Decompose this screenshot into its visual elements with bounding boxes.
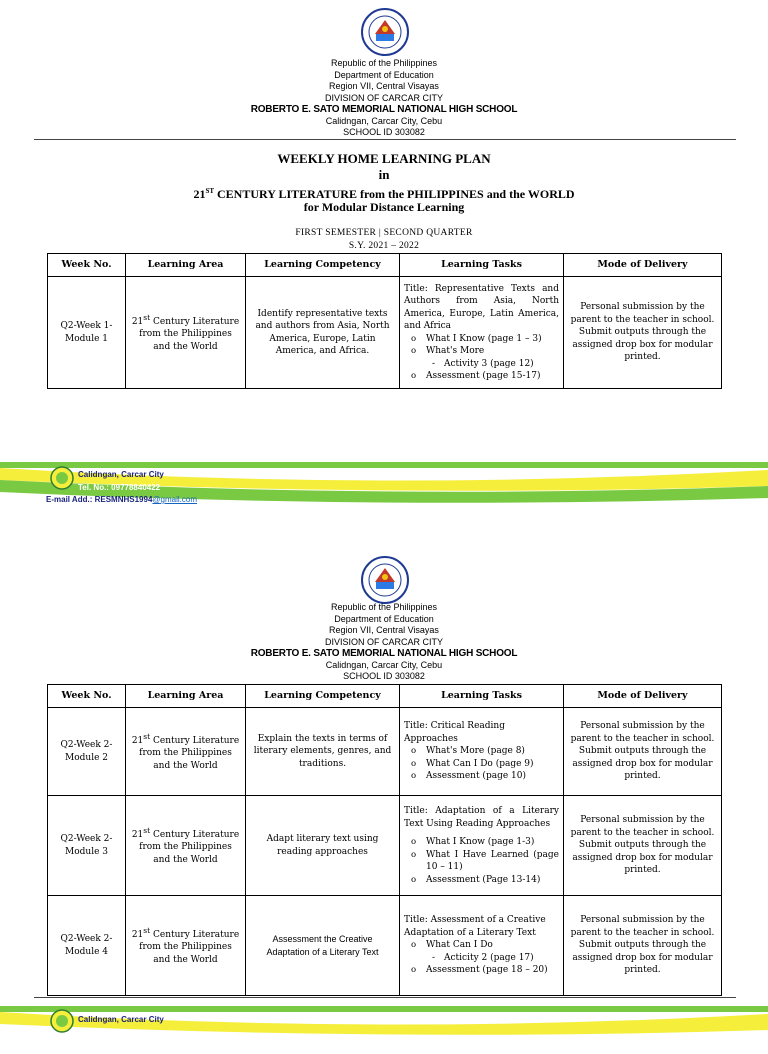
week-cell: Q2-Week 2- Module 3 — [48, 796, 126, 896]
plan-title-in: in — [378, 167, 390, 182]
division-text: DIVISION OF CARCAR CITY — [324, 92, 443, 103]
area-rest: Century Literature from the Philippines and the World — [139, 929, 240, 965]
list-subitem: - Activity 3 (page 12) — [404, 358, 559, 371]
area-sup: st — [143, 731, 151, 741]
school-id: SCHOOL ID 303082 — [343, 671, 425, 681]
footer-address: Calidngan, Carcar City — [78, 470, 164, 479]
header-tasks: Learning Tasks — [400, 685, 564, 708]
footer-divider — [34, 997, 736, 998]
area-num: 21 — [131, 829, 144, 840]
area-rest: Century Literature from the Philippines and the World — [139, 735, 240, 771]
learning-plan-table-1 — [47, 253, 722, 389]
list-item: o What I Know (page 1 – 3) — [404, 333, 559, 346]
competency-cell: Assessment the Creative Adaptation of a Literary Text — [246, 896, 400, 996]
footer-tel: Tel. No.: 09778840422 — [78, 483, 161, 492]
table-row — [48, 277, 722, 389]
republic-text: Republic of the Philippines — [330, 602, 438, 612]
footer-banner — [0, 1006, 768, 1054]
delivery-cell: Personal submission by the parent to the teacher in school. Submit outputs through the assigned drop box for modular printed. — [564, 796, 722, 896]
table-header-row — [48, 685, 722, 708]
area-num: 21 — [131, 735, 144, 746]
list-item: o What I Have Learned (page 10 – 11) — [404, 849, 559, 874]
subject-num: 21 — [193, 187, 206, 201]
task-list — [404, 333, 559, 383]
list-item: o What Can I Do — [404, 939, 559, 952]
school-year-text: S.Y. 2021 – 2022 — [348, 241, 420, 251]
letterhead-2 — [0, 602, 768, 683]
area-cell — [126, 796, 246, 896]
page-footer-2 — [0, 1006, 768, 1054]
header-competency: Learning Competency — [246, 685, 400, 708]
school-address: Calidngan, Carcar City, Cebu — [325, 659, 443, 670]
page-footer-1 — [0, 462, 768, 510]
footer-email — [46, 495, 197, 504]
header-week: Week No. — [48, 254, 126, 277]
school-name: ROBERTO E. SATO MEMORIAL NATIONAL HIGH SCHOOL — [250, 104, 518, 115]
deped-seal-2 — [361, 556, 409, 604]
header-divider — [34, 139, 736, 140]
list-item: o What's More (page 8) — [404, 745, 559, 758]
header-area: Learning Area — [126, 254, 246, 277]
list-item: o What I Know (page 1-3) — [404, 836, 559, 849]
competency-cell: Identify representative texts and authors from Asia, North America, Europe, Latin America, and Africa. — [246, 277, 400, 389]
table-row — [48, 708, 722, 796]
area-sup: st — [143, 925, 151, 935]
school-id: SCHOOL ID 303082 — [343, 127, 425, 137]
week-cell: Q2-Week 2- Module 2 — [48, 708, 126, 796]
competency-cell: Adapt literary text using reading approaches — [246, 796, 400, 896]
delivery-cell: Personal submission by the parent to the teacher in school. Submit outputs through the assigned drop box for modular printed. — [564, 708, 722, 796]
table-row — [48, 896, 722, 996]
task-list — [404, 939, 559, 977]
area-sup: st — [143, 312, 151, 322]
region-text: Region VII, Central Visayas — [329, 81, 439, 91]
department-text: Department of Education — [334, 613, 434, 624]
area-rest: Century Literature from the Philippines and the World — [139, 316, 240, 352]
table-row — [48, 796, 722, 896]
footer-address: Calidngan, Carcar City — [78, 1015, 164, 1024]
area-cell — [126, 896, 246, 996]
week-cell: Q2-Week 1- Module 1 — [48, 277, 126, 389]
list-item: o Assessment (page 15-17) — [404, 370, 559, 383]
email-label: E-mail Add.: RESMNHS1994 — [46, 495, 153, 504]
list-item: o Assessment (page 10) — [404, 770, 559, 783]
school-name: ROBERTO E. SATO MEMORIAL NATIONAL HIGH SCHOOL — [250, 648, 518, 659]
task-list — [404, 745, 559, 783]
task-title: Title: Representative Texts and Authors from Asia, North America, Europe, Latin America, and Africa — [404, 283, 559, 331]
delivery-title: for Modular Distance Learning — [303, 200, 465, 214]
semester-text: FIRST SEMESTER | SECOND QUARTER — [295, 228, 473, 238]
area-sup: st — [143, 825, 151, 835]
tasks-cell — [400, 796, 564, 896]
school-address: Calidngan, Carcar City, Cebu — [325, 115, 443, 126]
email-link[interactable]: @gmail.com — [152, 495, 197, 504]
list-item: o What's More — [404, 345, 559, 358]
tasks-cell — [400, 277, 564, 389]
header-area: Learning Area — [126, 685, 246, 708]
task-title: Title: Adaptation of a Literary Text Using Reading Approaches — [404, 806, 559, 829]
header-tasks: Learning Tasks — [400, 254, 564, 277]
learning-plan-table-2 — [47, 684, 722, 996]
subject-sup: ST — [205, 187, 215, 195]
area-cell — [126, 708, 246, 796]
school-logo — [50, 466, 74, 490]
delivery-cell: Personal submission by the parent to the teacher in school. Submit outputs through the assigned drop box for modular printed. — [564, 896, 722, 996]
subject-rest: CENTURY LITERATURE from the PHILIPPINES and the WORLD — [214, 187, 575, 201]
tasks-cell — [400, 708, 564, 796]
list-item: o What Can I Do (page 9) — [404, 758, 559, 771]
header-delivery: Mode of Delivery — [564, 685, 722, 708]
area-cell — [126, 277, 246, 389]
header-week: Week No. — [48, 685, 126, 708]
list-subitem: - Acticity 2 (page 17) — [404, 952, 559, 965]
republic-text: Republic of the Philippines — [330, 58, 438, 68]
header-competency: Learning Competency — [246, 254, 400, 277]
deped-seal — [361, 8, 409, 56]
list-item: o Assessment (page 18 – 20) — [404, 964, 559, 977]
task-title: Title: Assessment of a Creative Adaptation of a Literary Text — [404, 915, 546, 938]
school-logo — [50, 1009, 74, 1033]
delivery-cell: Personal submission by the parent to the teacher in school. Submit outputs through the assigned drop box for modular printed. — [564, 277, 722, 389]
letterhead — [0, 58, 768, 139]
department-text: Department of Education — [334, 69, 434, 80]
tasks-cell — [400, 896, 564, 996]
plan-title: WEEKLY HOME LEARNING PLAN — [277, 151, 491, 166]
table-header-row — [48, 254, 722, 277]
competency-cell: Explain the texts in terms of literary elements, genres, and traditions. — [246, 708, 400, 796]
week-cell: Q2-Week 2- Module 4 — [48, 896, 126, 996]
area-rest: Century Literature from the Philippines and the World — [139, 829, 240, 865]
area-num: 21 — [131, 929, 144, 940]
list-item: o Assessment (Page 13-14) — [404, 874, 559, 887]
region-text: Region VII, Central Visayas — [329, 625, 439, 635]
division-text: DIVISION OF CARCAR CITY — [324, 636, 443, 647]
task-title: Title: Critical Reading Approaches — [404, 721, 505, 744]
area-num: 21 — [131, 316, 144, 327]
header-delivery: Mode of Delivery — [564, 254, 722, 277]
task-list — [404, 836, 559, 886]
